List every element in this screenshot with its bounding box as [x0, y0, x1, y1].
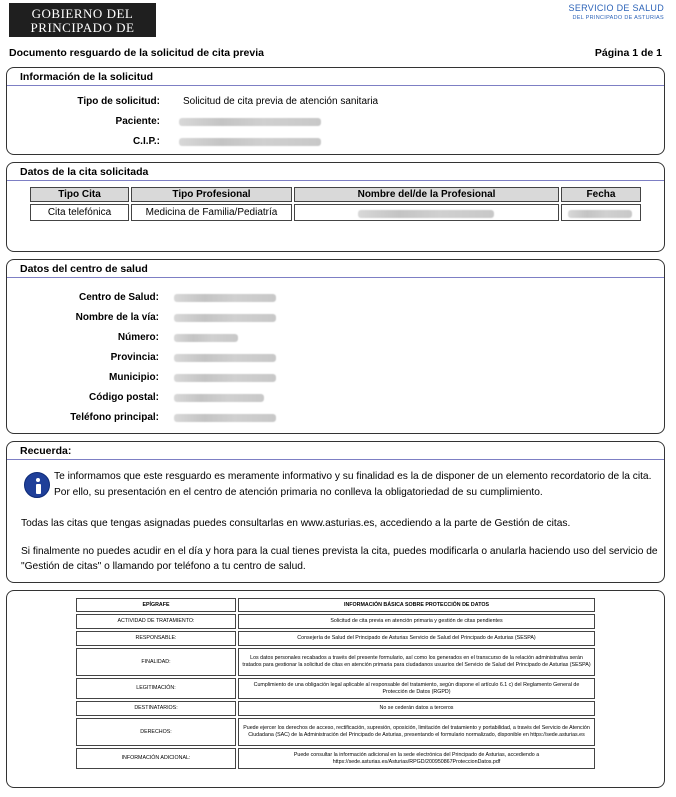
- rgpd-row-key: ACTIVIDAD DE TRATAMIENTO:: [76, 614, 236, 629]
- provincia-redacted: [174, 354, 276, 362]
- info-icon: [24, 472, 50, 498]
- centro-salud-redacted: [174, 294, 276, 302]
- rgpd-table: [74, 596, 597, 771]
- service-line-2: DEL PRINCIPADO DE ASTURIAS: [572, 15, 664, 21]
- rgpd-row-key: RESPONSABLE:: [76, 631, 236, 646]
- tipo-solicitud-label: Tipo de solicitud:: [77, 96, 160, 107]
- info-line-2: Por ello, su presentación en el centro de atención primaria no conlleva la obligatoriedad de su cumplimiento.: [54, 487, 543, 498]
- numero-label: Número:: [117, 332, 159, 343]
- section-centro: [6, 259, 665, 434]
- rgpd-row-value: Cumplimiento de una obligación legal aplicable al responsable del tratamiento, según dispone el artículo 6.1 c) del Reglamento General de Protección de Datos (RGPD): [238, 678, 595, 699]
- logo-line-2: PRINCIPADO DE ASTURIAS: [30, 20, 135, 49]
- via-label: Nombre de la vía:: [75, 312, 159, 323]
- rgpd-row-key: LEGITIMACIÓN:: [76, 678, 236, 699]
- cell-nombre-profesional: [294, 204, 559, 221]
- rgpd-row-value: Puede consultar la información adicional en la sede electrónica del Principado de Asturias, accediendo a https://sede.asturias.es/Asturias/RPGD/200950867ProteccionDatos.pdf: [238, 748, 595, 769]
- cita-table: [28, 185, 643, 223]
- codigo-postal-redacted: [174, 394, 264, 402]
- col-fecha: Fecha: [561, 187, 641, 202]
- municipio-label: Municipio:: [109, 372, 159, 383]
- rgpd-row-value: Solicitud de cita previa en atención primaria y gestión de citas pendientes: [238, 614, 595, 629]
- principado-logo: [9, 3, 156, 49]
- section-recuerda: [6, 441, 665, 583]
- cell-tipo-profesional: Medicina de Familia/Pediatría: [131, 204, 292, 221]
- telefono-redacted: [174, 414, 276, 422]
- section-title: Datos de la cita solicitada: [7, 163, 664, 181]
- col-nombre-profesional: Nombre del/de la Profesional: [294, 187, 559, 202]
- section-solicitud: [6, 67, 665, 155]
- cip-label: C.I.P.:: [132, 136, 160, 147]
- page-number: Página 1 de 1: [594, 47, 662, 59]
- logo-line-1: GOBIERNO DEL: [31, 6, 134, 21]
- document-title: Documento resguardo de la solicitud de cita previa: [9, 47, 264, 59]
- tipo-solicitud-value: Solicitud de cita previa de atención sanitaria: [183, 96, 379, 107]
- provincia-label: Provincia:: [110, 352, 159, 363]
- gestion-citas-text: Todas las citas que tengas asignadas puedes consultarlas en www.asturias.es, accediendo a la parte de Gestión de citas.: [21, 518, 571, 529]
- paciente-redacted: [179, 118, 321, 126]
- centro-salud-label: Centro de Salud:: [78, 292, 159, 303]
- paciente-label: Paciente:: [115, 116, 160, 127]
- col-tipo-profesional: Tipo Profesional: [131, 187, 292, 202]
- cell-fecha: [561, 204, 641, 221]
- numero-redacted: [174, 334, 238, 342]
- section-title: Información de la solicitud: [7, 68, 664, 86]
- rgpd-row-key: INFORMACIÓN ADICIONAL:: [76, 748, 236, 769]
- rgpd-row-key: DERECHOS:: [76, 718, 236, 746]
- nombre-redacted: [358, 210, 494, 218]
- rgpd-head-value: INFORMACIÓN BÁSICA SOBRE PROTECCIÓN DE DATOS: [238, 598, 595, 612]
- telefono-label: Teléfono principal:: [70, 412, 159, 423]
- rgpd-head-key: EPÍGRAFE: [76, 598, 236, 612]
- section-proteccion-datos: [6, 590, 665, 788]
- info-line-1: Te informamos que este resguardo es meramente informativo y su finalidad es la de disponer de un elemento recordatorio de la cita.: [54, 471, 652, 482]
- rgpd-row-value: Consejería de Salud del Principado de Asturias Servicio de Salud del Principado de Asturias (SESPA): [238, 631, 595, 646]
- rgpd-row-value: Los datos personales recabados a través del presente formulario, así como los generados en el transcurso de la relación administrativa serán tratados para gestionar la solicitud de citas en atención primaria para ciudadanos usuarios del Servicio de Salud del Principado de Asturias (SESPA): [238, 648, 595, 676]
- rgpd-row-value: Puede ejercer los derechos de acceso, rectificación, supresión, oposición, limitación del tratamiento y portabilidad, a través del Servicio de Atención Ciudadana (SAC) de la Administración del Principado de Asturias, presentando el formulario normalizado, disponible en https://sede.asturias.es: [238, 718, 595, 746]
- municipio-redacted: [174, 374, 276, 382]
- section-cita: [6, 162, 665, 252]
- cell-tipo-cita: Cita telefónica: [30, 204, 129, 221]
- modificar-line-2: "Gestión de citas" o llamando por teléfono a tu centro de salud.: [21, 561, 306, 572]
- service-line-1: SERVICIO DE SALUD: [568, 3, 664, 13]
- codigo-postal-label: Código postal:: [89, 392, 159, 403]
- sespa-logo: [569, 3, 664, 21]
- rgpd-row-key: DESTINATARIOS:: [76, 701, 236, 716]
- section-title: Recuerda:: [7, 442, 664, 460]
- rgpd-row-value: No se cederán datos a terceros: [238, 701, 595, 716]
- rgpd-row-key: FINALIDAD:: [76, 648, 236, 676]
- modificar-line-1: Si finalmente no puedes acudir en el día y hora para la cual tienes prevista la cita, puedes modificarla o anularla haciendo uso del servicio de: [21, 546, 658, 557]
- cip-redacted: [179, 138, 321, 146]
- col-tipo-cita: Tipo Cita: [30, 187, 129, 202]
- fecha-redacted: [568, 210, 632, 218]
- via-redacted: [174, 314, 276, 322]
- section-title: Datos del centro de salud: [7, 260, 664, 278]
